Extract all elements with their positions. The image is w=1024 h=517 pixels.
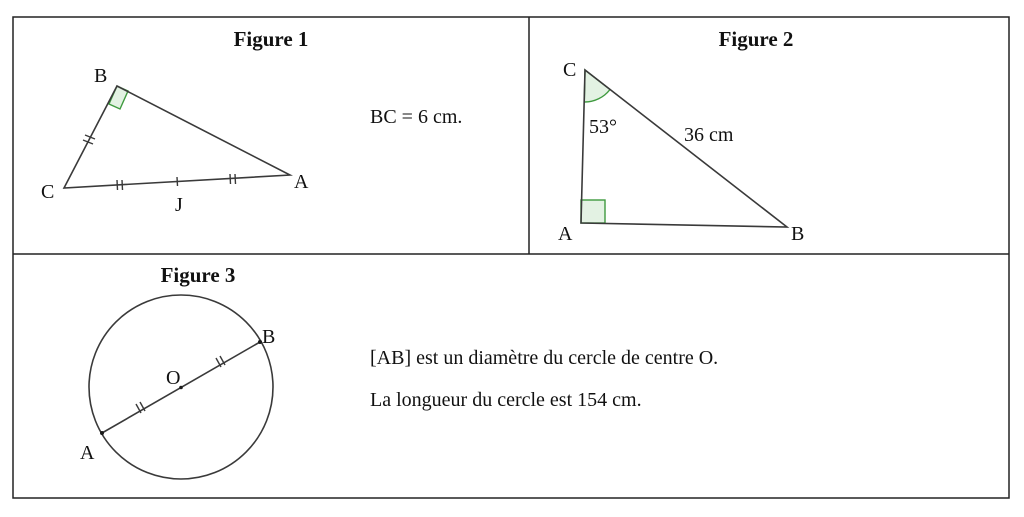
figure-2-title: Figure 2 xyxy=(718,27,794,51)
tick-cj-2 xyxy=(122,180,123,190)
label-b: B xyxy=(94,65,108,87)
hypotenuse-length: 36 cm xyxy=(684,124,734,146)
label-j: J xyxy=(175,194,183,216)
figure-3-title: Figure 3 xyxy=(160,263,236,287)
figure-1-note: BC = 6 cm. xyxy=(370,106,463,128)
point-a xyxy=(100,431,104,435)
table-frame xyxy=(13,17,1009,498)
figure-1 xyxy=(41,27,462,216)
figure-3-text-2: La longueur du cercle est 154 cm. xyxy=(370,389,642,411)
label-c: C xyxy=(41,181,55,203)
label-a2: A xyxy=(558,223,573,245)
label-o: O xyxy=(166,367,181,389)
angle-value: 53° xyxy=(589,116,617,138)
tick-cj-1 xyxy=(117,180,118,190)
triangle-abc xyxy=(64,86,290,188)
tick-ja-1 xyxy=(230,174,231,184)
figure-3 xyxy=(80,263,718,479)
triangle-cab xyxy=(581,70,787,227)
label-a3: A xyxy=(80,442,95,464)
tick-ja-2 xyxy=(235,174,236,184)
midpoint-j-mark xyxy=(177,177,178,186)
figure-1-title: Figure 1 xyxy=(233,27,309,51)
outer-border xyxy=(13,17,1009,498)
right-angle-marker-a xyxy=(581,200,605,223)
figure-3-text-1: [AB] est un diamètre du cercle de centre O. xyxy=(370,347,719,369)
label-b2: B xyxy=(791,223,805,245)
figure-2 xyxy=(558,27,804,245)
label-b3: B xyxy=(262,326,276,348)
label-a: A xyxy=(294,171,309,193)
label-c2: C xyxy=(563,59,577,81)
